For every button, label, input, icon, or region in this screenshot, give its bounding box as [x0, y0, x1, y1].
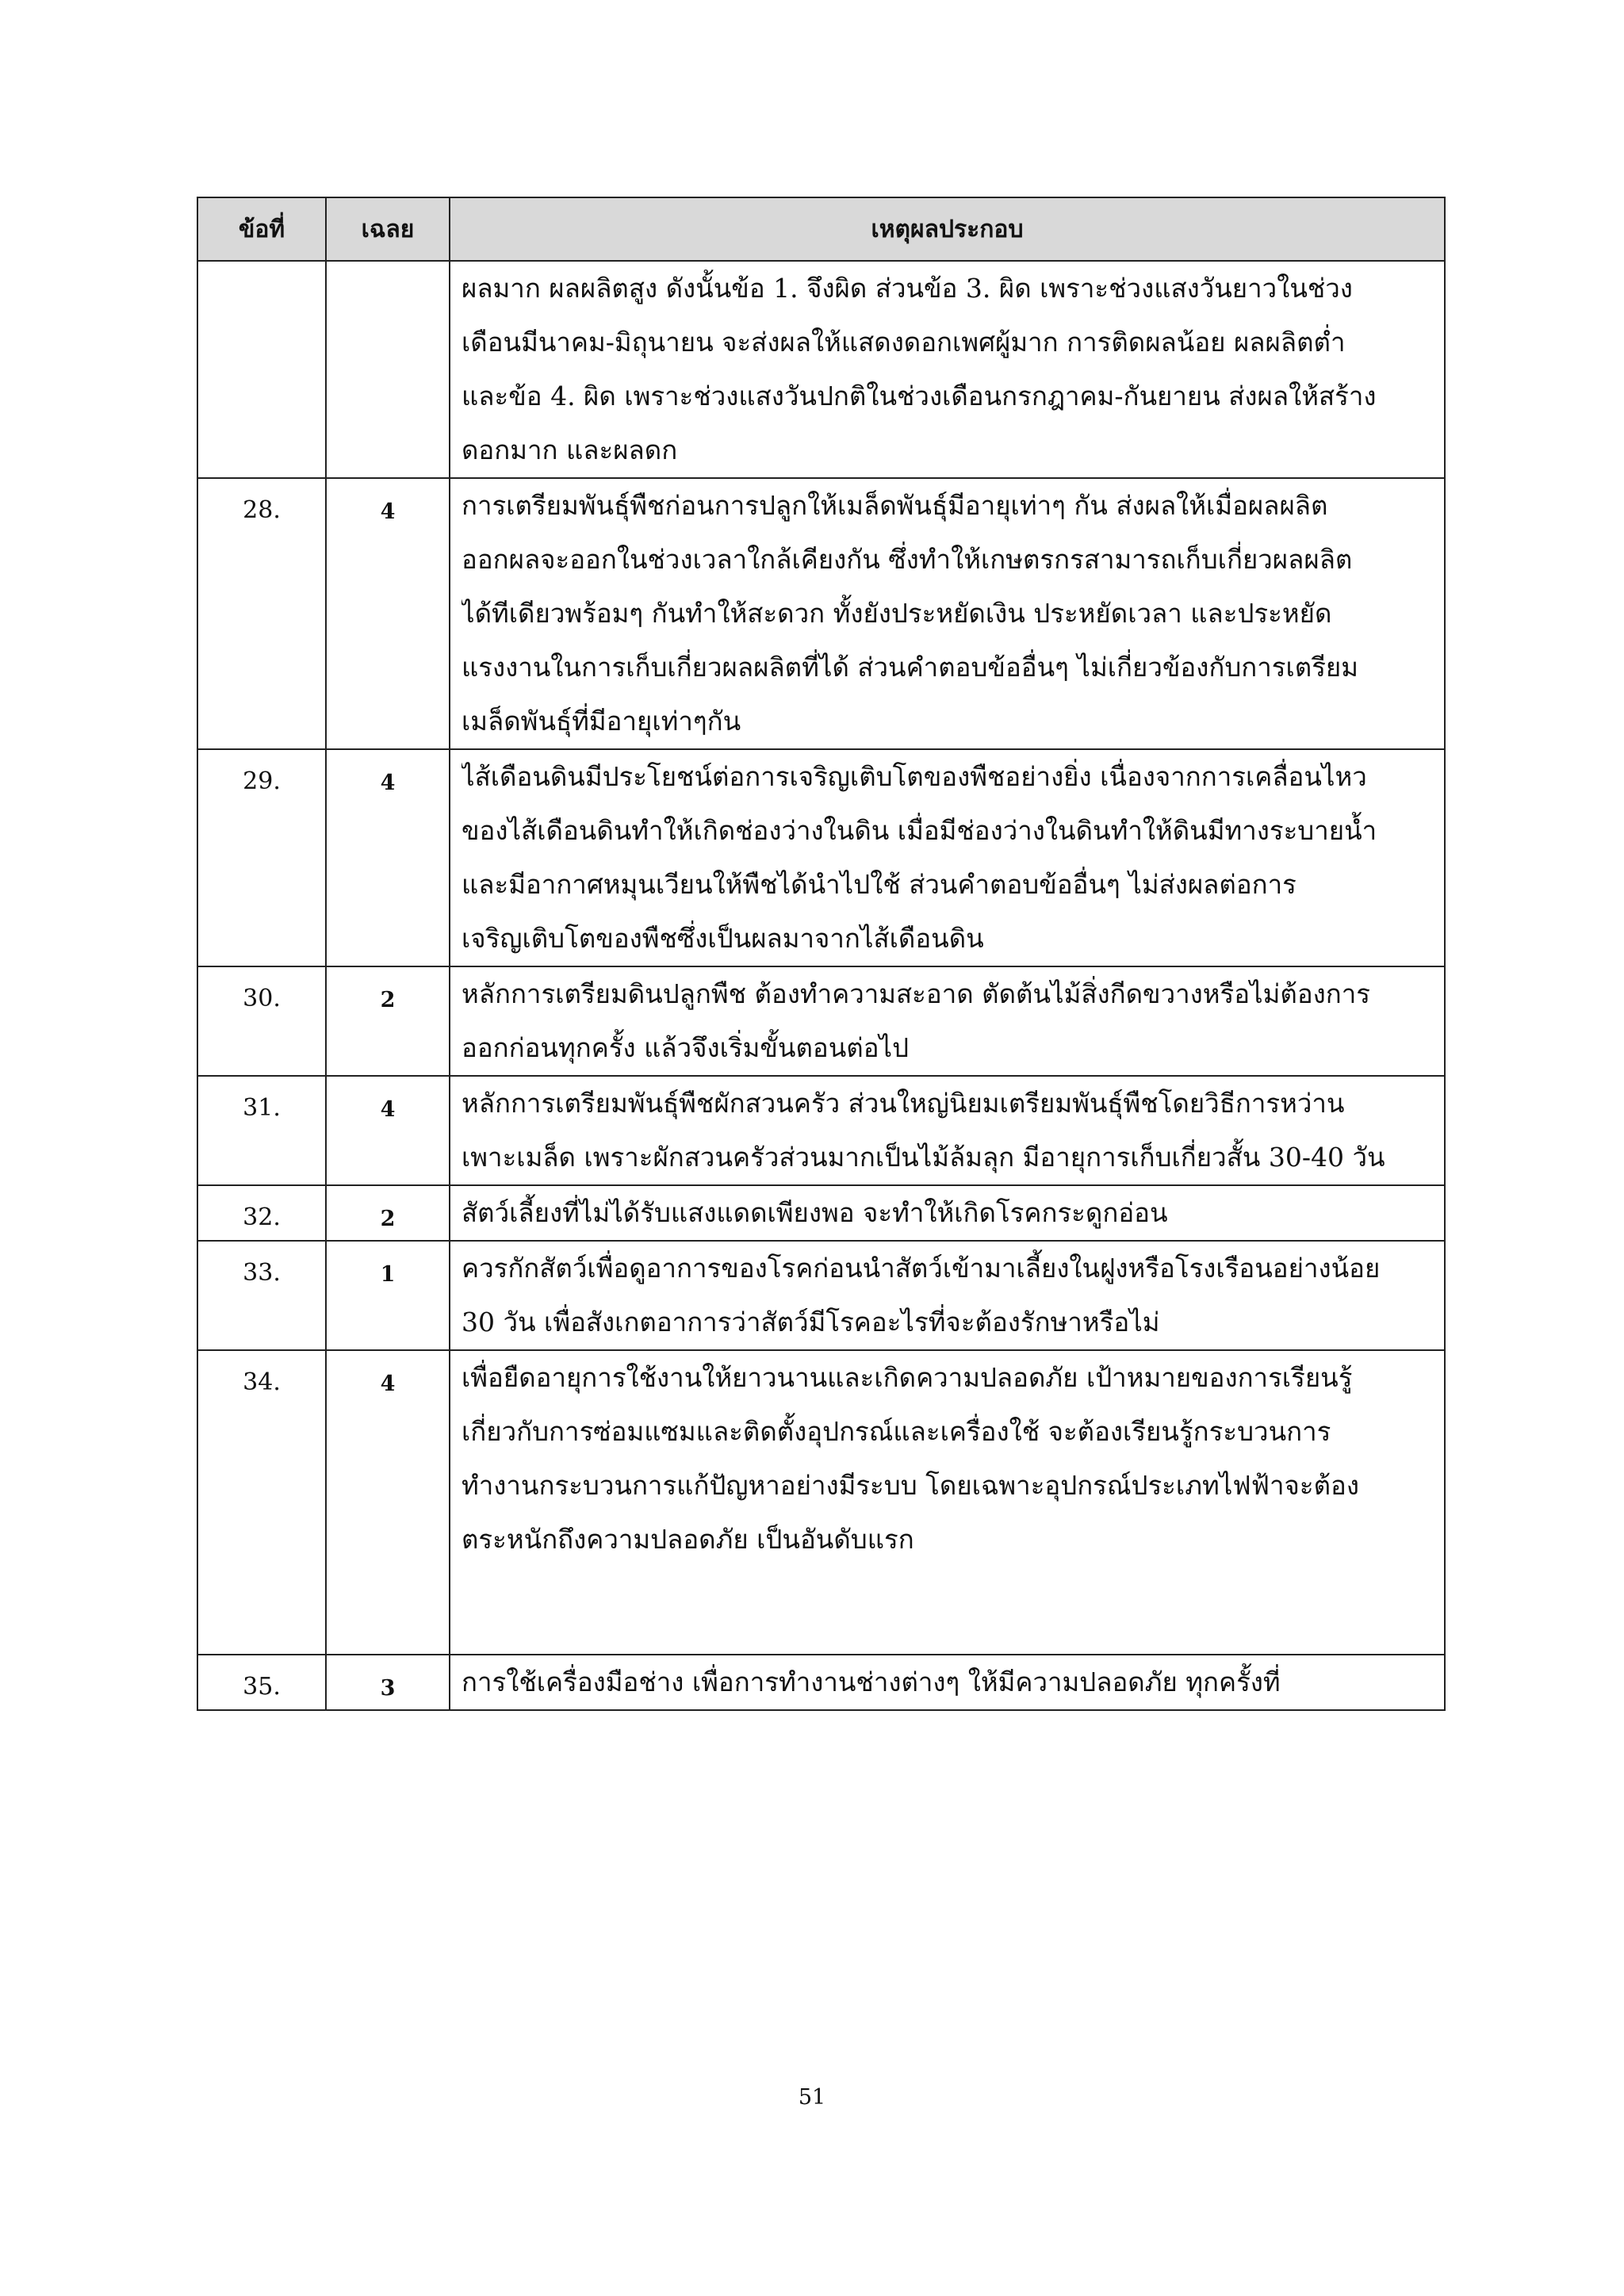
question-number [197, 261, 326, 478]
table-row [197, 1185, 1445, 1241]
answer-key: 1 [326, 1241, 450, 1350]
reason-cell [450, 1241, 1445, 1350]
table-row [197, 1655, 1445, 1710]
answer-key: 2 [326, 966, 450, 1076]
reason-line: และข้อ 4. ผิด เพราะช่วงแสงวันปกติในช่วงเดือนกรกฎาคม-กันยายน ส่งผลให้สร้าง [462, 381, 1377, 411]
reason-cell [450, 1185, 1445, 1241]
table-row [197, 1241, 1445, 1350]
question-number: 28. [197, 478, 326, 749]
header-answer: เฉลย [326, 197, 450, 261]
reason-line: ออกผลจะออกในช่วงเวลาใกล้เคียงกัน ซึ่งทำให้เกษตรกรสามารถเก็บเกี่ยวผลผลิต [462, 544, 1353, 575]
reason-line: ไส้เดือนดินมีประโยชน์ต่อการเจริญเติบโตของพืชอย่างยิ่ง เนื่องจากการเคลื่อนไหว [462, 761, 1367, 792]
reason-line: เดือนมีนาคม-มิถุนายน จะส่งผลให้แสดงดอกเพศผู้มาก การติดผลน้อย ผลผลิตต่ำ [462, 327, 1346, 358]
header-reason: เหตุผลประกอบ [450, 197, 1445, 261]
table-row [197, 478, 1445, 749]
reason-line: หลักการเตรียมดินปลูกพืช ต้องทำความสะอาด ตัดต้นไม้สิ่งกีดขวางหรือไม่ต้องการ [462, 978, 1371, 1009]
answer-key: 4 [326, 749, 450, 966]
reason-cell [450, 1350, 1445, 1655]
reason-line: 30 วัน เพื่อสังเกตอาการว่าสัตว์มีโรคอะไรที่จะต้องรักษาหรือไม่ [462, 1307, 1160, 1337]
reason-line: เพื่อยืดอายุการใช้งานให้ยาวนานและเกิดความปลอดภัย เป้าหมายของการเรียนรู้ [462, 1362, 1353, 1393]
question-number: 34. [197, 1350, 326, 1655]
reason-line: ตระหนักถึงความปลอดภัย เป็นอันดับแรก [462, 1524, 914, 1555]
question-number: 35. [197, 1655, 326, 1710]
reason-cell [450, 1076, 1445, 1185]
question-number: 31. [197, 1076, 326, 1185]
reason-cell [450, 1655, 1445, 1710]
reason-cell [450, 966, 1445, 1076]
reason-line: ทำงานกระบวนการแก้ปัญหาอย่างมีระบบ โดยเฉพาะอุปกรณ์ประเภทไฟฟ้าจะต้อง [462, 1470, 1359, 1501]
answer-key: 3 [326, 1655, 450, 1710]
reason-line: เกี่ยวกับการซ่อมแซมและติดตั้งอุปกรณ์และเครื่องใช้ จะต้องเรียนรู้กระบวนการ [462, 1416, 1331, 1447]
reason-line: เมล็ดพันธุ์ที่มีอายุเท่าๆกัน [462, 706, 741, 737]
question-number: 29. [197, 749, 326, 966]
table-row [197, 749, 1445, 966]
reason-cell [450, 478, 1445, 749]
reason-cell [450, 749, 1445, 966]
page-number: 51 [798, 2085, 826, 2110]
reason-line: ผลมาก ผลผลิตสูง ดังนั้นข้อ 1. จึงผิด ส่วนข้อ 3. ผิด เพราะช่วงแสงวันยาวในช่วง [462, 273, 1353, 304]
table-row [197, 261, 1445, 478]
reason-line: เพาะเมล็ด เพราะผักสวนครัวส่วนมากเป็นไม้ล้มลุก มีอายุการเก็บเกี่ยวสั้น 30-40 วัน [462, 1142, 1385, 1173]
reason-line: การเตรียมพันธุ์พืชก่อนการปลูกให้เมล็ดพันธุ์มีอายุเท่าๆ กัน ส่งผลให้เมื่อผลผลิต [462, 490, 1328, 521]
header-question-number: ข้อที่ [197, 197, 326, 261]
table-row [197, 1076, 1445, 1185]
reason-line: หลักการเตรียมพันธุ์พืชผักสวนครัว ส่วนใหญ่นิยมเตรียมพันธุ์พืชโดยวิธีการหว่าน [462, 1088, 1345, 1119]
question-number: 30. [197, 966, 326, 1076]
answer-key: 2 [326, 1185, 450, 1241]
reason-line: ของไส้เดือนดินทำให้เกิดช่องว่างในดิน เมื่อมีช่องว่างในดินทำให้ดินมีทางระบายน้ำ [462, 815, 1377, 846]
table-row [197, 966, 1445, 1076]
reason-line: ควรกักสัตว์เพื่อดูอาการของโรคก่อนนำสัตว์เข้ามาเลี้ยงในฝูงหรือโรงเรือนอย่างน้อย [462, 1253, 1381, 1284]
answer-key: 4 [326, 478, 450, 749]
reason-line: ออกก่อนทุกครั้ง แล้วจึงเริ่มขั้นตอนต่อไป [462, 1032, 910, 1063]
reason-line: ได้ทีเดียวพร้อมๆ กันทำให้สะดวก ทั้งยังประหยัดเงิน ประหยัดเวลา และประหยัด [462, 598, 1332, 629]
question-number: 32. [197, 1185, 326, 1241]
blank-space [462, 1567, 1433, 1654]
answer-key [326, 261, 450, 478]
reason-cell [450, 261, 1445, 478]
reason-line: สัตว์เลี้ยงที่ไม่ได้รับแสงแดดเพียงพอ จะทำให้เกิดโรคกระดูกอ่อน [462, 1197, 1168, 1228]
reason-line: แรงงานในการเก็บเกี่ยวผลผลิตที่ได้ ส่วนคำตอบข้ออื่นๆ ไม่เกี่ยวข้องกับการเตรียม [462, 652, 1359, 683]
reason-line: และมีอากาศหมุนเวียนให้พืชได้นำไปใช้ ส่วนคำตอบข้ออื่นๆ ไม่ส่งผลต่อการ [462, 869, 1297, 900]
table-header-row [197, 197, 1445, 261]
table-body [197, 261, 1445, 1710]
answer-key-table [197, 197, 1446, 1711]
reason-line: ดอกมาก และผลดก [462, 434, 678, 465]
table-row [197, 1350, 1445, 1655]
reason-line: เจริญเติบโตของพืชซึ่งเป็นผลมาจากไส้เดือนดิน [462, 923, 984, 954]
question-number: 33. [197, 1241, 326, 1350]
answer-key: 4 [326, 1076, 450, 1185]
reason-line: การใช้เครื่องมือช่าง เพื่อการทำงานช่างต่างๆ ให้มีความปลอดภัย ทุกครั้งที่ [462, 1667, 1281, 1697]
answer-key: 4 [326, 1350, 450, 1655]
